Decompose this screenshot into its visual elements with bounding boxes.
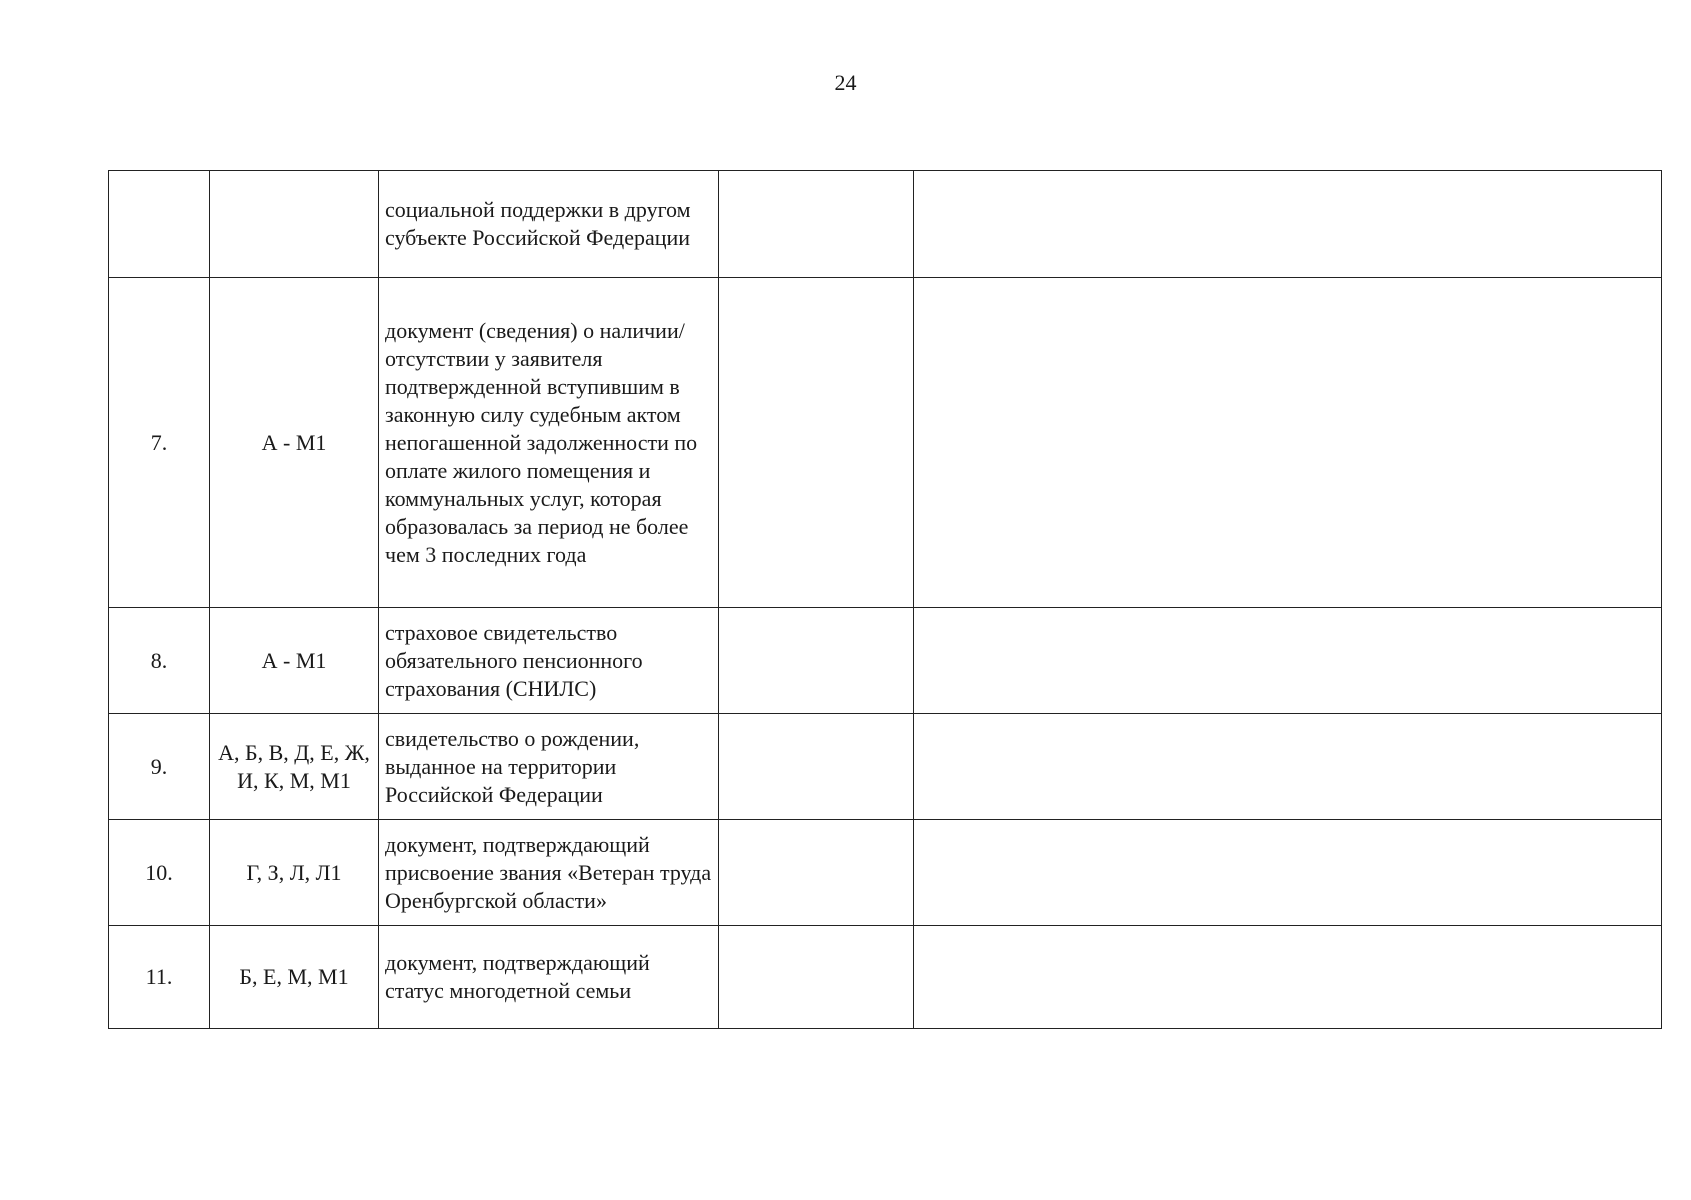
row-document: документ, подтверждающий присвоение звания «Ветеран труда Оренбургской области» (379, 820, 719, 926)
row-wide-cell (914, 278, 1662, 608)
table-row (109, 714, 1662, 820)
table-row (109, 171, 1662, 278)
row-document: документ, подтверждающий статус многодетной семьи (379, 926, 719, 1029)
row-number: 9. (109, 714, 210, 820)
row-number: 11. (109, 926, 210, 1029)
row-number: 8. (109, 608, 210, 714)
row-category: А, Б, В, Д, Е, Ж, И, К, М, М1 (210, 714, 379, 820)
row-wide-cell (914, 926, 1662, 1029)
row-empty-cell (719, 608, 914, 714)
row-category: Г, З, Л, Л1 (210, 820, 379, 926)
row-wide-cell (914, 608, 1662, 714)
row-category: Б, Е, М, М1 (210, 926, 379, 1029)
row-empty-cell (719, 714, 914, 820)
row-wide-cell (914, 171, 1662, 278)
row-wide-cell (914, 820, 1662, 926)
row-category: А - М1 (210, 608, 379, 714)
row-empty-cell (719, 171, 914, 278)
row-number (109, 171, 210, 278)
row-number: 7. (109, 278, 210, 608)
table-row (109, 926, 1662, 1029)
document-table (108, 170, 1662, 1029)
page-number: 24 (834, 70, 857, 95)
row-wide-cell (914, 714, 1662, 820)
row-document: свидетельство о рождении, выданное на территории Российской Федерации (379, 714, 719, 820)
table-row (109, 608, 1662, 714)
row-number: 10. (109, 820, 210, 926)
row-empty-cell (719, 820, 914, 926)
row-document: документ (сведения) о наличии/отсутствии у заявителя подтвержденной вступившим в законную силу судебным актом непогашенной задолженности по оплате жилого помещения и коммунальных услуг, которая образовалась за период не более чем 3 последних года (379, 278, 719, 608)
table-row (109, 820, 1662, 926)
table-row (109, 278, 1662, 608)
row-document: страховое свидетельство обязательного пенсионного страхования (СНИЛС) (379, 608, 719, 714)
row-category (210, 171, 379, 278)
row-category: А - М1 (210, 278, 379, 608)
row-empty-cell (719, 278, 914, 608)
row-document: социальной поддержки в другом субъекте Российской Федерации (379, 171, 719, 278)
row-empty-cell (719, 926, 914, 1029)
